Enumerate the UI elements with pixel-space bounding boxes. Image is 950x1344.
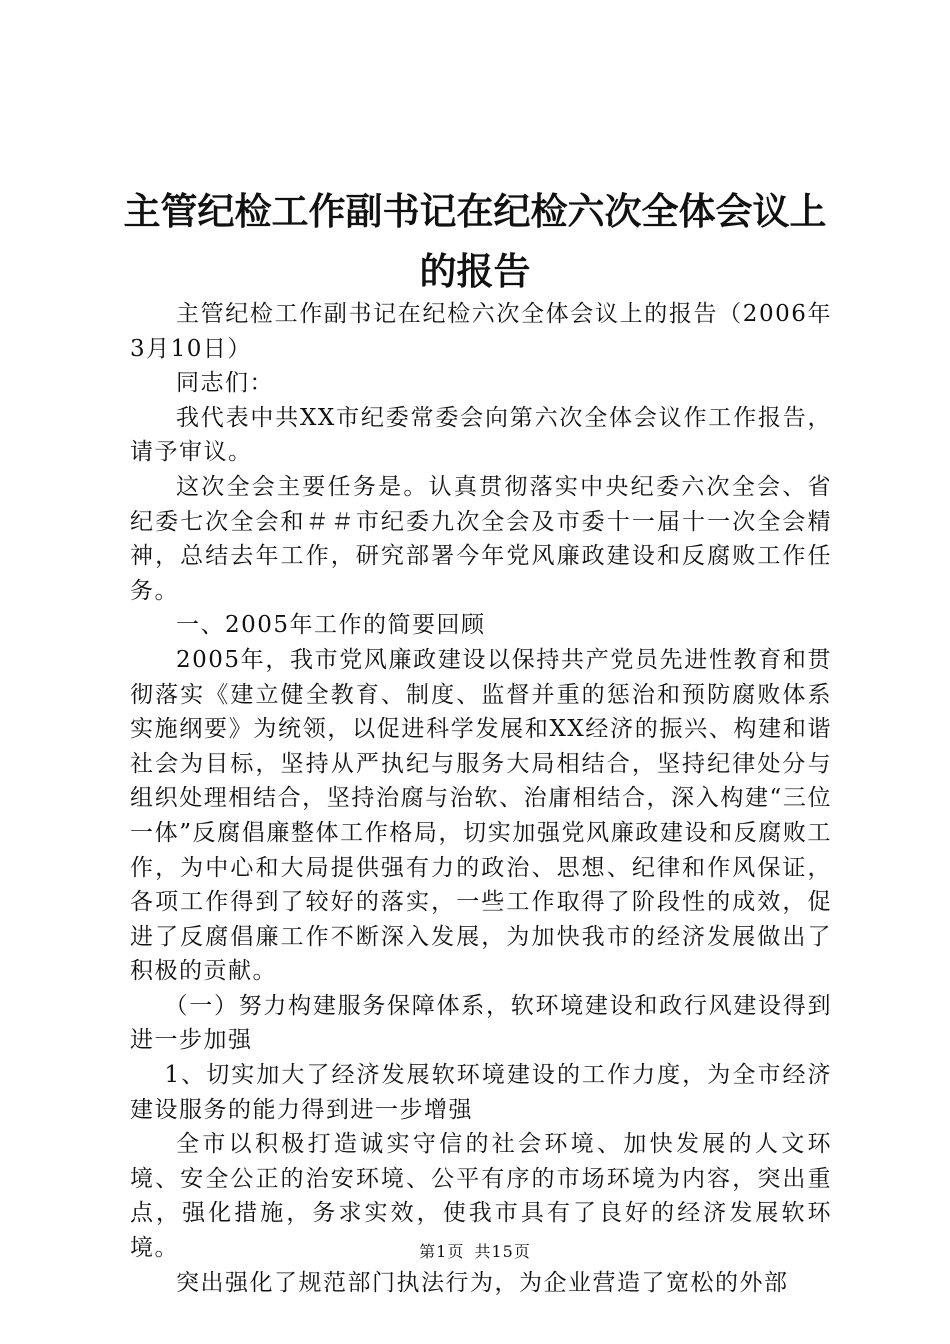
paragraph: 2005年，我市党风廉政建设以保持共产党员先进性教育和贯彻落实《建立健全教育、制度、监督并重的惩治和预防腐败体系实施纲要》为统领，以促进科学发展和XX经济的振兴、构建和谐社会为目标，坚持从严执纪与服务大局相结合，坚持纪律处分与组织处理相结合，坚持治腐与治软、治庸相结合，深入构建“三位一体”反腐倡廉整体工作格局，切实加强党风廉政建设和反腐败工作，为中心和大局提供强有力的政治、思想、纪律和作风保证，各项工作得到了较好的落实，一些工作取得了阶段性的成效，促进了反腐倡廉工作不断深入发展，为加快我市的经济发展做出了积极的贡献。 (130, 646, 832, 985)
paragraph: 这次全会主要任务是。认真贯彻落实中央纪委六次全会、省纪委七次全会和＃＃市纪委九次全会及市委十一届十一次全会精神，总结去年工作，研究部署今年党风廉政建设和反腐败工作任务。 (130, 473, 832, 604)
paragraph: 全市以积极打造诚实守信的社会环境、加快发展的人文环境、安全公正的治安环境、公平有序的市场环境为内容，突出重点，强化措施，务求实效，使我市具有了良好的经济发展软环境。 (130, 1131, 832, 1262)
paragraph: 突出强化了规范部门执法行为，为企业营造了宽松的外部 (176, 1269, 789, 1296)
paragraph-salutation: 同志们： (176, 370, 274, 397)
page-number: 第1页 (419, 1242, 465, 1261)
paragraph-subtitle: 主管纪检工作副书记在纪检六次全体会议上的报告（2006年3月10日） (130, 301, 832, 362)
subsection-heading: （一）努力构建服务保障体系，软环境建设和政行风建设得到进一步加强 (130, 992, 832, 1054)
document-title: 主管纪检工作副书记在纪检六次全体会议上的报告 (123, 190, 827, 293)
page-total: 共15页 (474, 1242, 531, 1261)
item-heading: 1、切实加大了经济发展软环境建设的工作力度，为全市经济建设服务的能力得到进一步增强 (130, 1062, 832, 1123)
document-body (130, 297, 832, 1300)
page-footer (0, 1240, 950, 1264)
section-heading: 一、2005年工作的简要回顾 (176, 612, 486, 639)
paragraph: 我代表中共XX市纪委常委会向第六次全体会议作工作报告，请予审议。 (130, 404, 832, 466)
